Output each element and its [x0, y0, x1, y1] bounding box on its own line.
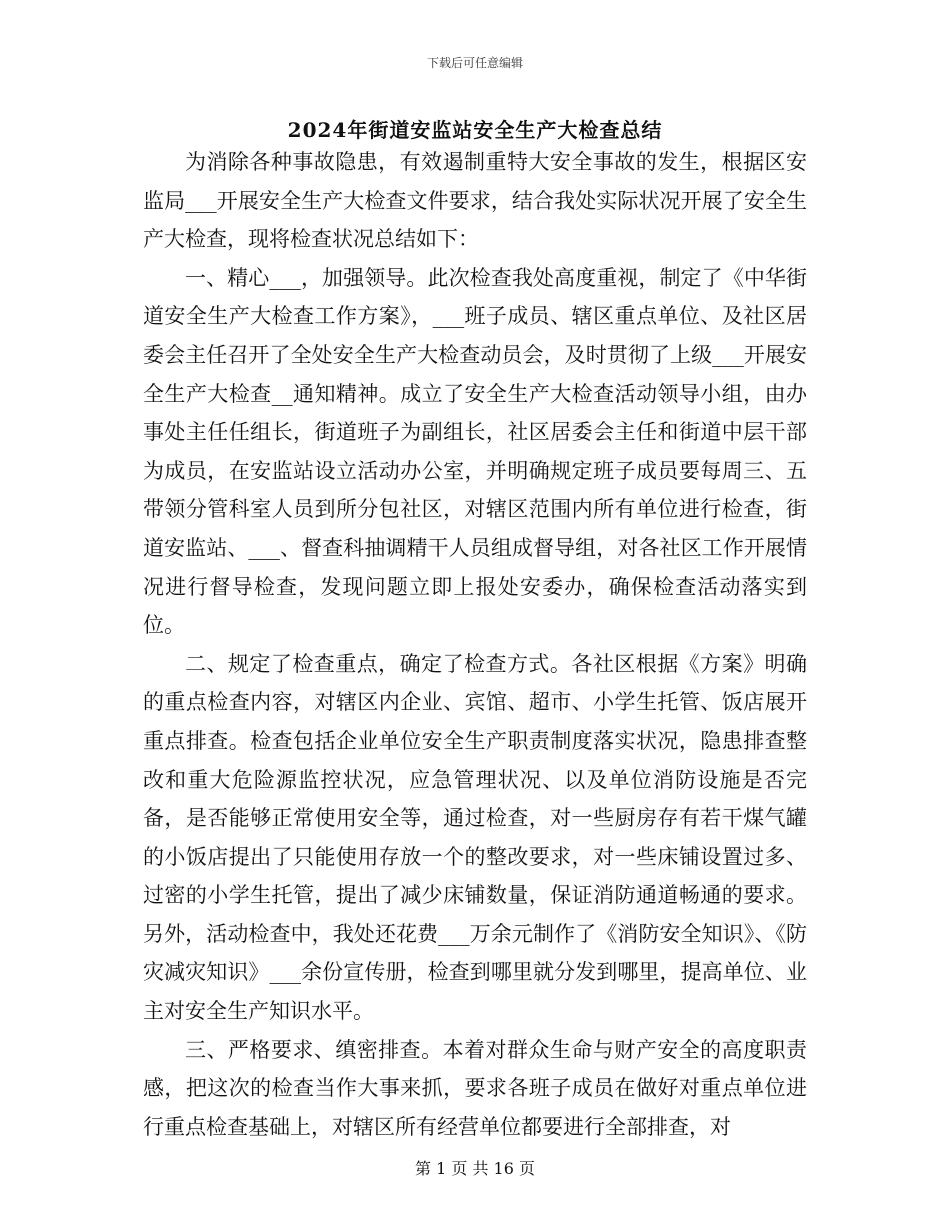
paragraph-section-3: 三、严格要求、缜密排查。本着对群众生命与财产安全的高度职责感，把这次的检查当作大事来抓，要求各班子成员在做好对重点单位进行重点检查基础上，对辖区所有经营单位都要进行全部排查，对 — [143, 1037, 807, 1139]
paragraph-section-1: 一、精心___，加强领导。此次检查我处高度重视，制定了《中华街道安全生产大检查工作方案》，___班子成员、辖区重点单位、及社区居委会主任召开了全处安全生产大检查动员会，及时贯彻了上级___开展安全生产大检查__通知精神。成立了安全生产大检查活动领导小组，由办事处主任任组长，街道班子为副组长，社区居委会主任和街道中层干部为成员，在安监站设立活动办公室，并明确规定班子成员要每周三、五带领分管科室人员到所分包社区，对辖区范围内所有单位进行检查，街道安监站、___、督查科抽调精干人员组成督导组，对各社区工作开展情况进行督导检查，发现问题立即上报处安委办，确保检查活动落实到位。 — [143, 265, 807, 638]
paragraph-intro: 为消除各种事故隐患，有效遏制重特大安全事故的发生，根据区安监局___开展安全生产大检查文件要求，结合我处实际状况开展了安全生产大检查，现将检查状况总结如下： — [143, 150, 807, 252]
page-footer: 第 1 页 共 16 页 — [415, 1159, 535, 1178]
paragraph-section-2: 二、规定了检查重点，确定了检查方式。各社区根据《方案》明确的重点检查内容，对辖区内企业、宾馆、超市、小学生托管、饭店展开重点排查。检查包括企业单位安全生产职责制度落实状况，隐患排查整改和重大危险源监控状况，应急管理状况、以及单位消防设施是否完备，是否能够正常使用安全等，通过检查，对一些厨房存有若干煤气罐的小饭店提出了只能使用存放一个的整改要求，对一些床铺设置过多、过密的小学生托管，提出了减少床铺数量，保证消防通道畅通的要求。另外，活动检查中，我处还花费___万余元制作了《消防安全知识》、《防灾减灾知识》___余份宣传册，检查到哪里就分发到哪里，提高单位、业主对安全生产知识水平。 — [143, 651, 807, 1024]
document-title: 2024年街道安监站安全生产大检查总结 — [287, 118, 663, 142]
document-body — [143, 143, 807, 1146]
header-note: 下载后可任意编辑 — [426, 56, 523, 70]
